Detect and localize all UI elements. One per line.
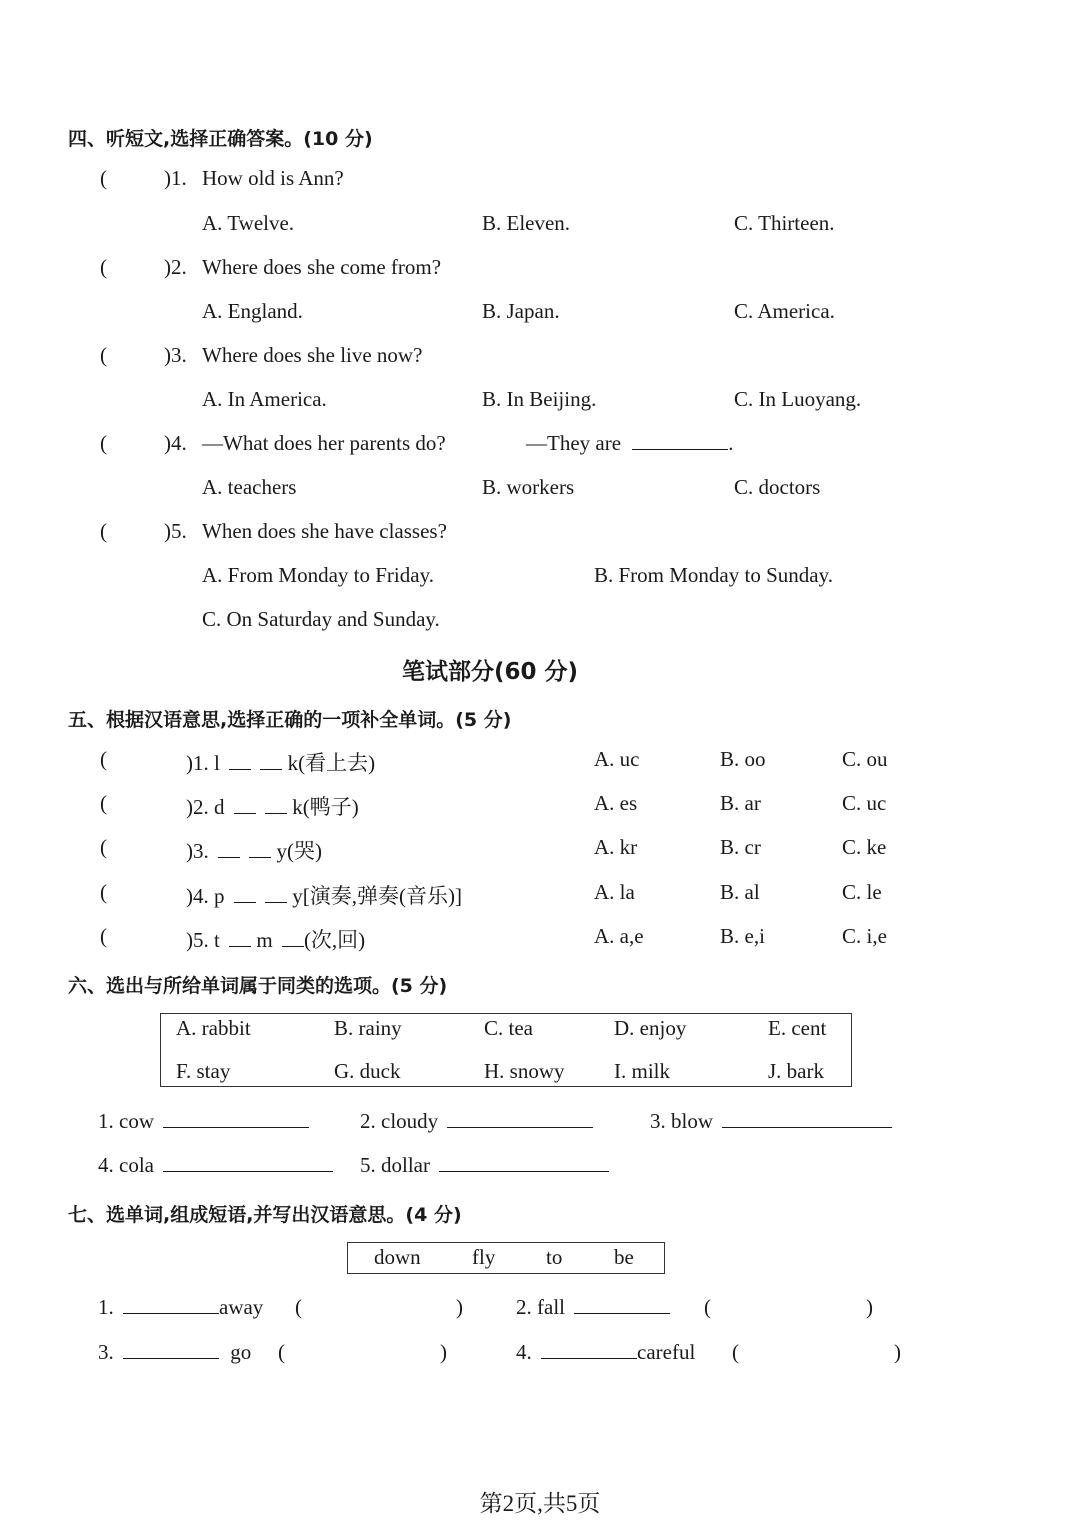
meaning-paren-open: ( [704,1295,711,1319]
category-item: 5. dollar [360,1153,609,1178]
option-c: C. ke [842,835,887,859]
question-number: )1. [164,166,187,190]
option-a: A. Twelve. [202,211,295,235]
word-bank-item: E. cent [768,1016,827,1040]
word-bank-item: H. snowy [484,1059,565,1083]
answer-paren-open: ( [100,791,107,815]
meaning-paren-open: ( [295,1295,302,1319]
word-blank[interactable] [574,1295,670,1314]
option-b: B. ar [720,791,761,815]
phrase-item: 4. careful [516,1340,696,1364]
option-b: B. workers [482,475,575,499]
meaning-paren-close: ) [866,1295,873,1319]
answer-blank[interactable] [632,431,728,450]
option-c: C. uc [842,791,887,815]
meaning-paren-close: ) [894,1340,901,1364]
option-b: B. oo [720,747,766,771]
letter-blank[interactable] [229,928,251,947]
option-a: A. es [594,791,638,815]
word-bank-item: G. duck [334,1059,401,1083]
section6-title: 六、选出与所给单词属于同类的选项。(5 分) [68,975,448,997]
question-text: How old is Ann? [202,166,344,190]
word-bank-item: F. stay [176,1059,231,1083]
phrase-item: 3. go [98,1340,252,1364]
answer-paren-open: ( [100,835,107,859]
answer-paren-open: ( [100,343,107,367]
phrase-item: 1. away [98,1295,264,1319]
word-blank[interactable] [541,1340,637,1359]
word-puzzle: )4. p y[演奏,弹奏(音乐)] [186,884,462,908]
written-section-title: 笔试部分(60 分) [401,659,579,685]
option-b: B. al [720,880,760,904]
option-c: C. doctors [734,475,821,499]
question-text: Where does she live now? [202,343,423,367]
answer-blank[interactable] [447,1109,593,1128]
phrase-item: 2. fall [516,1295,670,1320]
option-b: B. In Beijing. [482,387,597,411]
word-puzzle: )2. d k(鸭子) [186,795,359,819]
word-choice: fly [472,1245,496,1269]
category-item: 4. cola [98,1153,333,1178]
word-bank-item: C. tea [484,1016,533,1040]
word-blank[interactable] [123,1340,219,1359]
question-text: When does she have classes? [202,519,447,543]
word-puzzle: )3. y(哭) [186,839,322,863]
meaning-paren-close: ) [456,1295,463,1319]
word-bank-item: I. milk [614,1059,670,1083]
option-a: A. From Monday to Friday. [202,563,434,587]
question-text: Where does she come from? [202,255,442,279]
word-puzzle: )5. t m (次,回) [186,928,366,952]
option-a: A. a,e [594,924,644,948]
letter-blank[interactable] [265,795,287,814]
letter-blank[interactable] [282,928,304,947]
category-item: 3. blow [650,1109,892,1134]
answer-blank[interactable] [722,1109,892,1128]
word-bank-item: J. bark [768,1059,824,1083]
option-a: A. In America. [202,387,327,411]
meaning-paren-close: ) [440,1340,447,1364]
question-number: )3. [164,343,187,367]
question-text: —What does her parents do? [202,431,446,455]
option-a: A. kr [594,835,638,859]
meaning-paren-open: ( [732,1340,739,1364]
word-bank-item: B. rainy [334,1016,402,1040]
letter-blank[interactable] [234,884,256,903]
letter-blank[interactable] [265,884,287,903]
option-c: C. On Saturday and Sunday. [202,607,440,631]
answer-paren-open: ( [100,166,107,190]
letter-blank[interactable] [249,839,271,858]
section4-title: 四、听短文,选择正确答案。(10 分) [68,128,373,150]
page-number: 第2页,共5页 [479,1491,601,1516]
question-number: )4. [164,431,187,455]
answer-paren-open: ( [100,255,107,279]
word-choice: to [546,1245,563,1269]
word-blank[interactable] [123,1295,219,1314]
answer-paren-open: ( [100,431,107,455]
answer-paren-open: ( [100,924,107,948]
category-item: 2. cloudy [360,1109,593,1134]
option-c: C. Thirteen. [734,211,835,235]
option-b: B. From Monday to Sunday. [594,563,833,587]
word-choice: down [374,1245,421,1269]
letter-blank[interactable] [234,795,256,814]
option-c: C. In Luoyang. [734,387,862,411]
letter-blank[interactable] [260,751,282,770]
meaning-paren-open: ( [278,1340,285,1364]
section7-title: 七、选单词,组成短语,并写出汉语意思。(4 分) [68,1204,462,1226]
category-item: 1. cow [98,1109,309,1134]
option-a: A. la [594,880,635,904]
answer-paren-open: ( [100,880,107,904]
word-bank-item: A. rabbit [176,1016,251,1040]
option-a: A. uc [594,747,640,771]
word-puzzle: )1. l k(看上去) [186,751,376,775]
option-b: B. e,i [720,924,765,948]
question-number: )2. [164,255,187,279]
option-a: A. England. [202,299,303,323]
option-b: B. cr [720,835,761,859]
word-bank-item: D. enjoy [614,1016,687,1040]
option-c: C. ou [842,747,888,771]
word-choice: be [614,1245,634,1269]
section5-title: 五、根据汉语意思,选择正确的一项补全单词。(5 分) [68,709,512,731]
answer-blank[interactable] [163,1153,333,1172]
question-text-answer: —They are . [526,431,734,455]
answer-blank[interactable] [163,1109,309,1128]
option-c: C. i,e [842,924,887,948]
option-c: C. America. [734,299,835,323]
answer-blank[interactable] [439,1153,609,1172]
answer-paren-open: ( [100,747,107,771]
option-c: C. le [842,880,882,904]
letter-blank[interactable] [218,839,240,858]
option-b: B. Japan. [482,299,560,323]
option-b: B. Eleven. [482,211,571,235]
letter-blank[interactable] [229,751,251,770]
question-number: )5. [164,519,187,543]
option-a: A. teachers [202,475,297,499]
answer-paren-open: ( [100,519,107,543]
